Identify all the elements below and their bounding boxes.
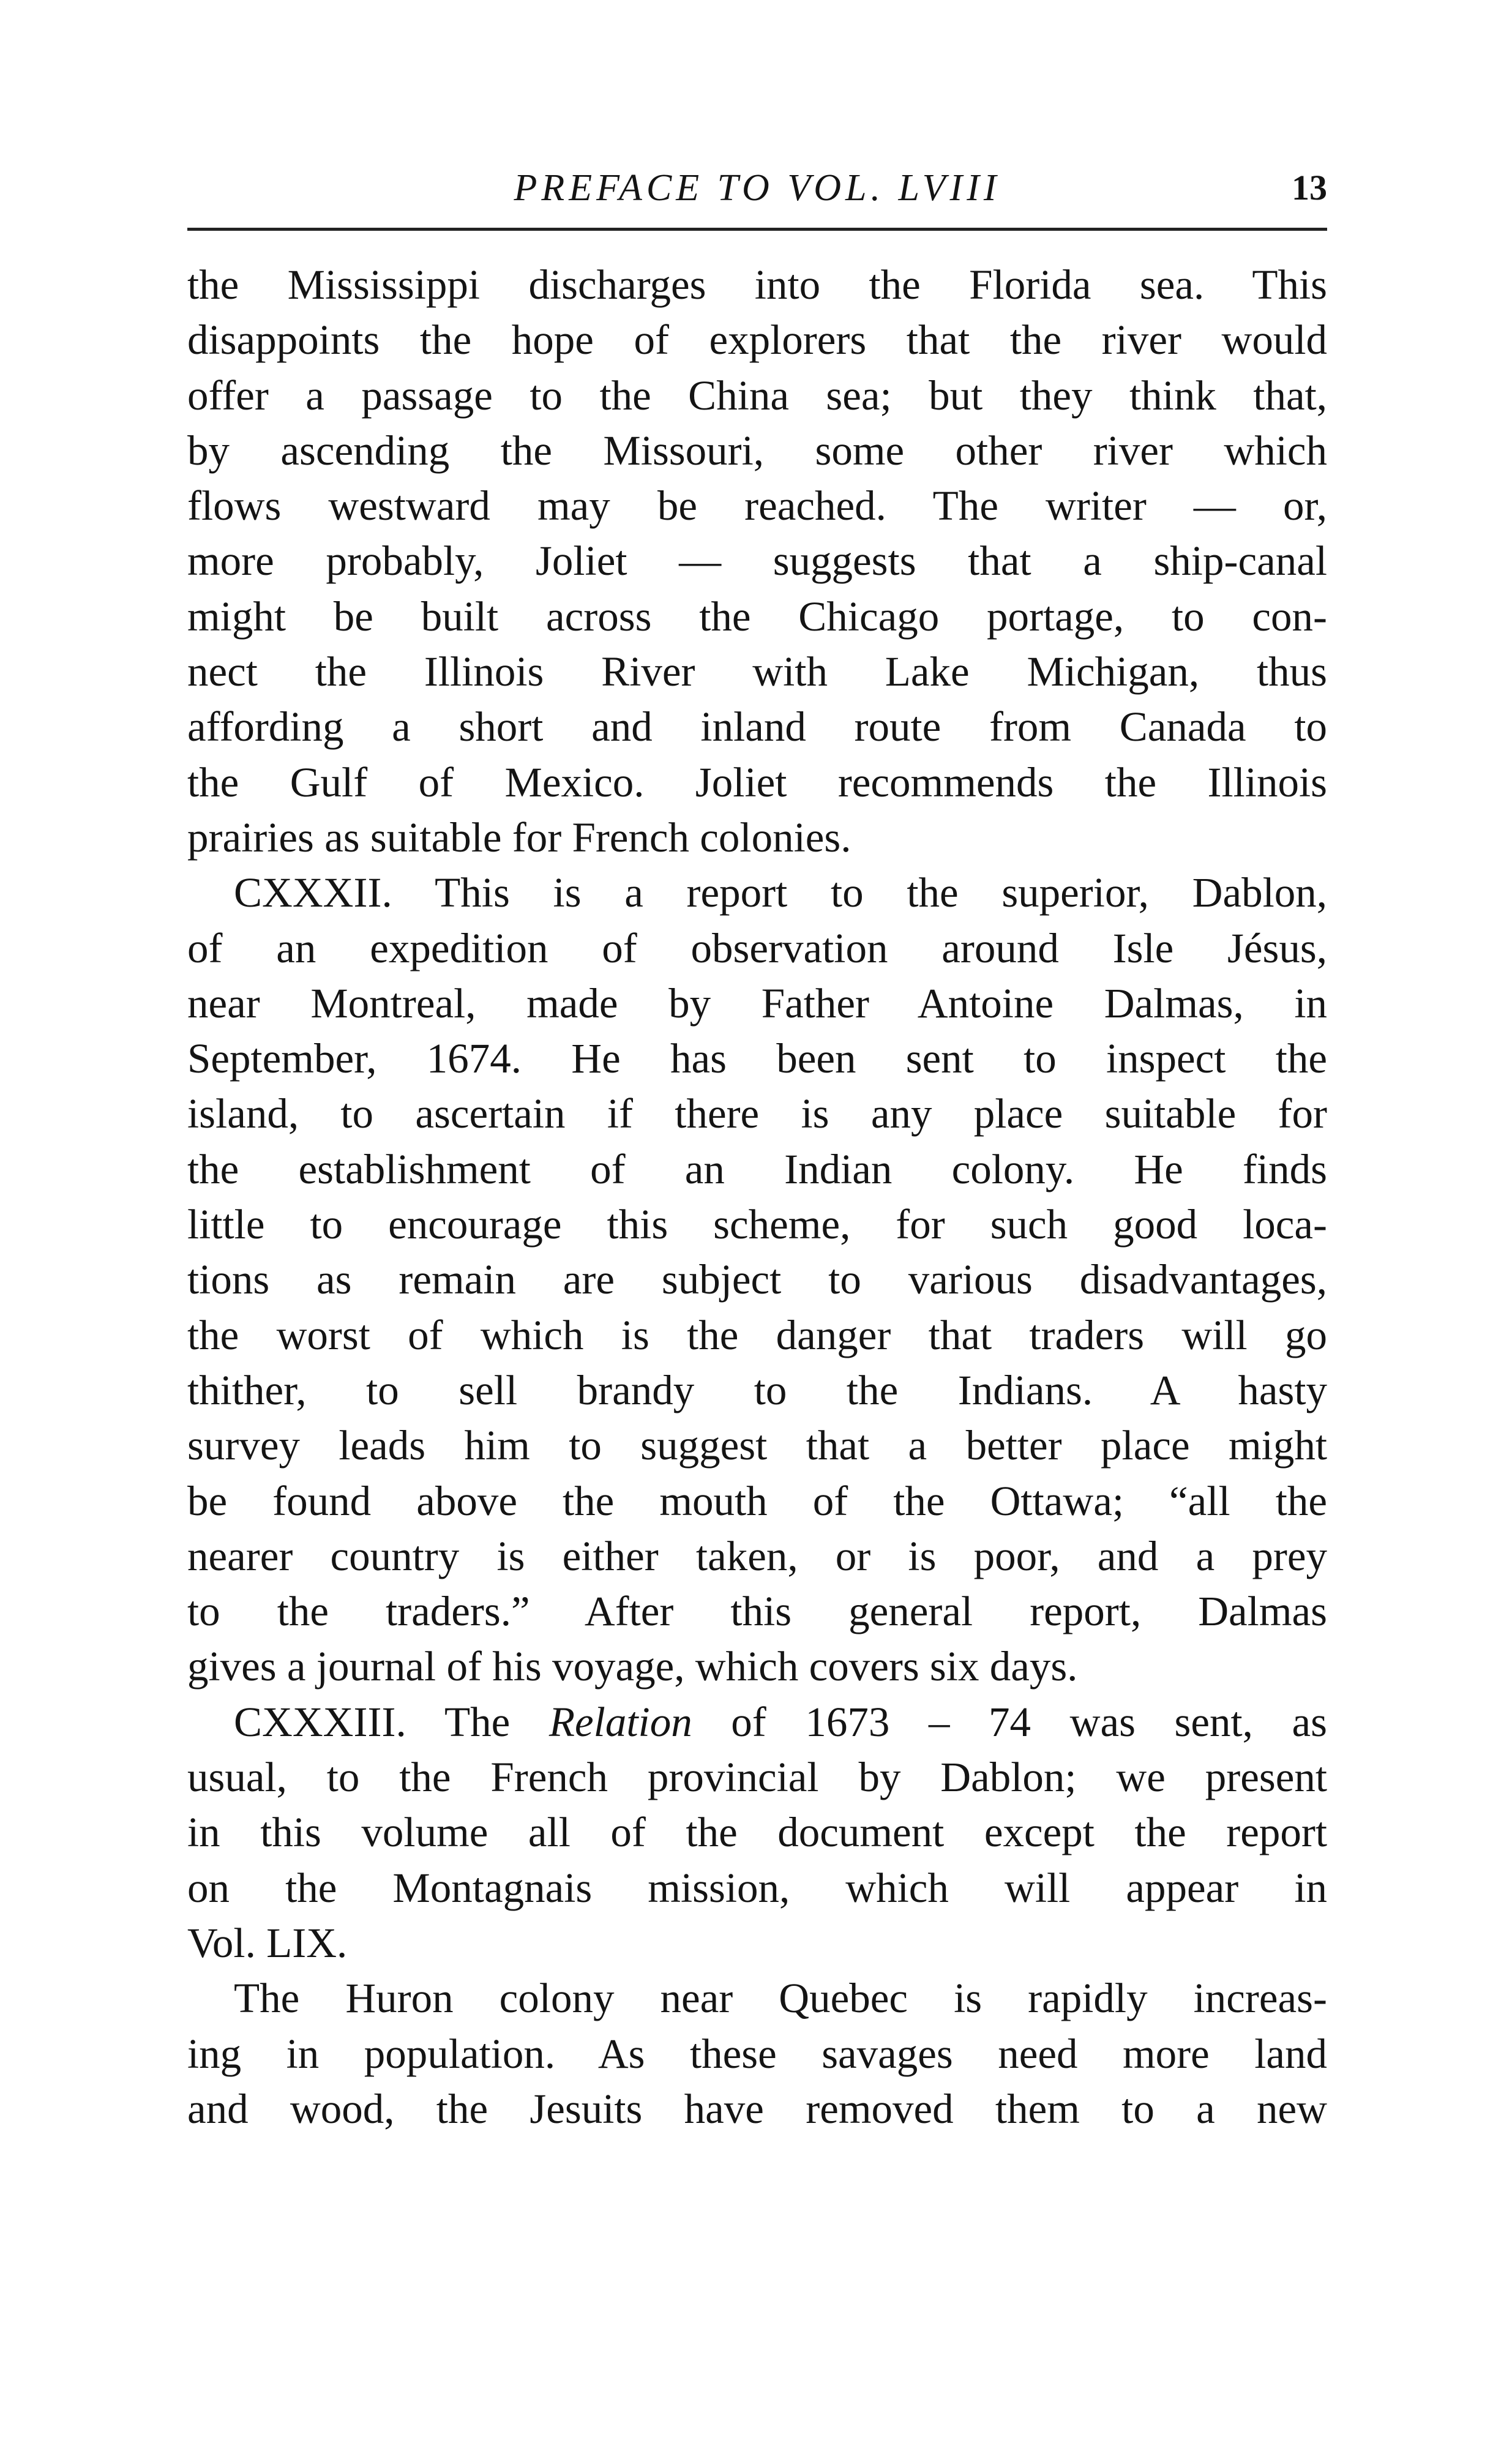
text-line: and wood, the Jesuits have removed them to a new xyxy=(187,2085,1327,2132)
running-title: PREFACE TO VOL. LVIII xyxy=(514,167,1001,209)
text-line: offer a passage to the China sea; but they think that, xyxy=(187,372,1327,419)
text-line: nect the Illinois River with Lake Michigan, thus xyxy=(187,648,1327,695)
text-line: on the Montagnais mission, which will appear in xyxy=(187,1864,1327,1911)
text-line: September, 1674. He has been sent to inspect the xyxy=(187,1035,1327,1082)
text-line: island, to ascertain if there is any place suitable for xyxy=(187,1090,1327,1137)
text-line: little to encourage this scheme, for such good loca- xyxy=(187,1201,1327,1248)
text-line: usual, to the French provincial by Dablon; we present xyxy=(187,1754,1327,1801)
text-line: tions as remain are subject to various disadvantages, xyxy=(187,1256,1327,1303)
text-line: gives a journal of his voyage, which covers six days. xyxy=(187,1643,1078,1690)
text-line: by ascending the Missouri, some other river which xyxy=(187,427,1327,474)
text-line: survey leads him to suggest that a better place might xyxy=(187,1422,1327,1469)
text-line: the worst of which is the danger that traders will go xyxy=(187,1311,1327,1358)
text-line: more probably, Joliet — suggests that a ship-canal xyxy=(187,537,1327,585)
text-line-with-italic xyxy=(187,1694,1327,1750)
text-line: The Huron colony near Quebec is rapidly increas- xyxy=(234,1975,1327,2022)
header-rule xyxy=(187,228,1327,231)
text-line: the Gulf of Mexico. Joliet recommends the Illinois xyxy=(187,758,1327,806)
page-number: 13 xyxy=(1292,168,1327,208)
running-head xyxy=(187,160,1327,209)
text-line: of an expedition of observation around Isle Jésus, xyxy=(187,924,1327,971)
text-line: be found above the mouth of the Ottawa; “all the xyxy=(187,1477,1327,1524)
text-line: disappoints the hope of explorers that the river would xyxy=(187,316,1327,364)
text-line: flows westward may be reached. The writer — or, xyxy=(187,482,1327,530)
body-text xyxy=(187,257,1327,2136)
text-line: affording a short and inland route from Canada to xyxy=(187,703,1327,750)
text-line: near Montreal, made by Father Antoine Dalmas, in xyxy=(187,979,1327,1027)
text-line: in this volume all of the document except the report xyxy=(187,1809,1327,1856)
text-line: ing in population. As these savages need more land xyxy=(187,2030,1327,2077)
text-line: to the traders.” After this general report, Dalmas xyxy=(187,1588,1327,1635)
text-segment: CXXXIII. The xyxy=(234,1698,511,1745)
text-line: the establishment of an Indian colony. He finds xyxy=(187,1145,1327,1192)
text-line: CXXXII. This is a report to the superior, Dablon, xyxy=(234,869,1327,916)
text-line: Vol. LIX. xyxy=(187,1919,348,1966)
text-line: nearer country is either taken, or is poor, and a prey xyxy=(187,1532,1327,1579)
text-line: might be built across the Chicago portage, to con- xyxy=(187,593,1327,640)
text-line: prairies as suitable for French colonies. xyxy=(187,814,851,861)
text-segment: of 1673 – 74 was sent, as xyxy=(731,1698,1327,1745)
italic-term-relation: Relation xyxy=(548,1698,692,1745)
text-line: thither, to sell brandy to the Indians. A hasty xyxy=(187,1366,1327,1413)
text-line: the Mississippi discharges into the Florida sea. This xyxy=(187,261,1327,308)
